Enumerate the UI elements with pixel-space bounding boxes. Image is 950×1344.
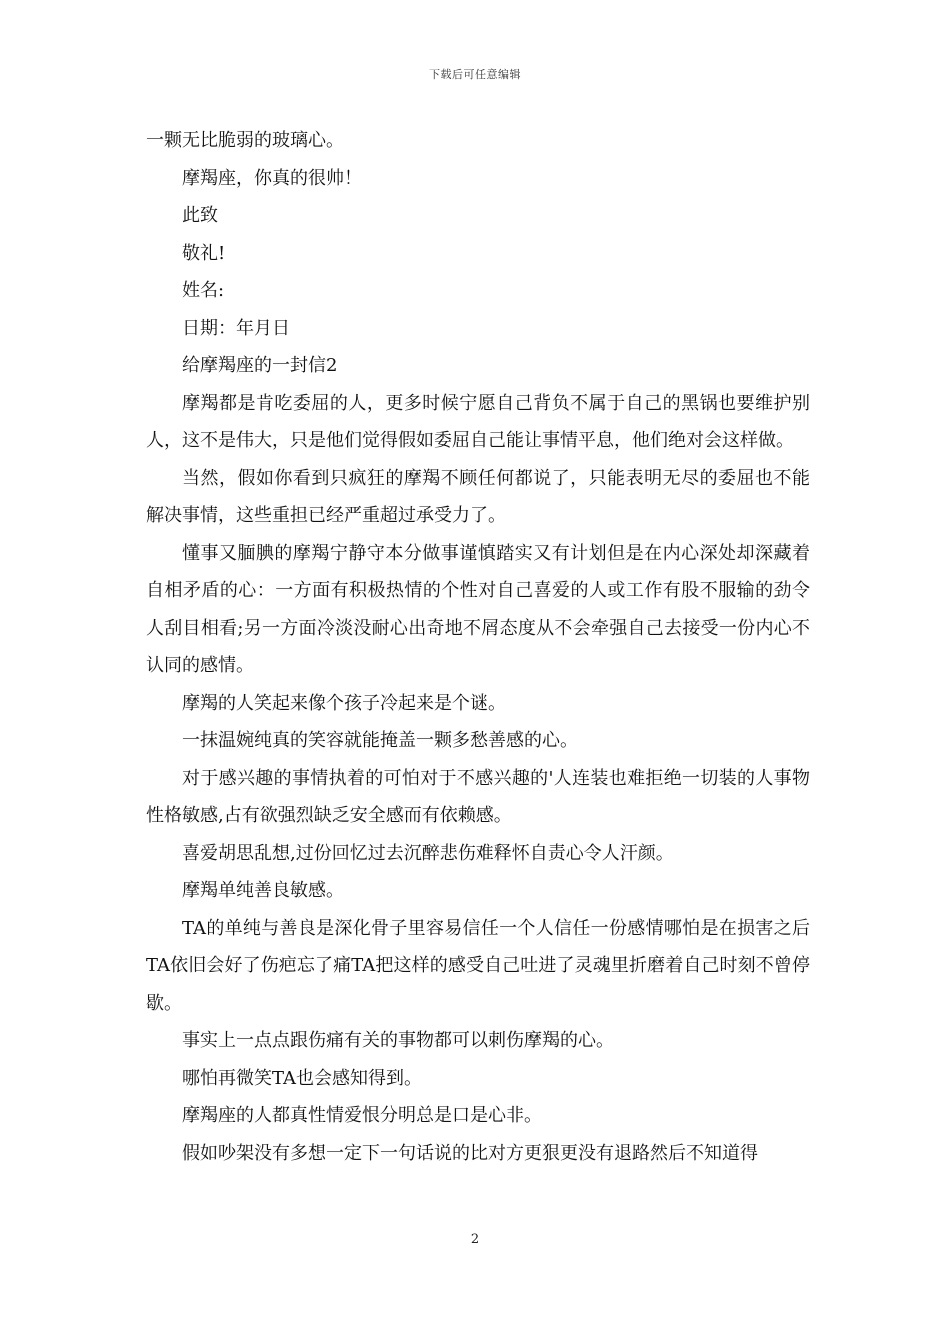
paragraph: 当然，假如你看到只疯狂的摩羯不顾任何都说了，只能表明无尽的委屈也不能解决事情，这些重担已经严重超过承受力了。 bbox=[146, 467, 810, 526]
paragraph: 日期：年月日 bbox=[182, 317, 290, 339]
paragraph: 摩羯座的人都真性情爱恨分明总是口是心非。 bbox=[182, 1105, 542, 1126]
paragraph: 对于感兴趣的事情执着的可怕对于不感兴趣的'人连装也难拒绝一切装的人事物性格敏感,占有欲强烈缺乏安全感而有依赖感。 bbox=[146, 767, 810, 826]
paragraph: 摩羯座，你真的很帅！ bbox=[182, 167, 362, 189]
page-header: 下载后可任意编辑 bbox=[429, 68, 521, 81]
paragraph: 一颗无比脆弱的玻璃心。 bbox=[146, 130, 344, 151]
paragraph: 假如吵架没有多想一定下一句话说的比对方更狠更没有退路然后不知道得 bbox=[182, 1142, 758, 1164]
paragraph: 摩羯都是肯吃委屈的人，更多时候宁愿自己背负不属于自己的黑锅也要维护别人，这不是伟大，只是他们觉得假如委屈自己能让事情平息，他们绝对会这样做。 bbox=[146, 392, 810, 451]
paragraph: 事实上一点点跟伤痛有关的事物都可以刺伤摩羯的心。 bbox=[182, 1030, 614, 1051]
paragraph: 姓名: bbox=[182, 280, 225, 301]
paragraph: TA的单纯与善良是深化骨子里容易信任一个人信任一份感情哪怕是在损害之后TA依旧会好了伤疤忘了痛TA把这样的感受自己吐进了灵魂里折磨着自己时刻不曾停歇。 bbox=[146, 917, 810, 1014]
paragraph: 摩羯的人笑起来像个孩子冷起来是个谜。 bbox=[182, 692, 506, 714]
paragraph: 哪怕再微笑TA也会感知得到。 bbox=[182, 1067, 423, 1089]
paragraph: 敬礼! bbox=[182, 242, 226, 264]
paragraph: 喜爱胡思乱想,过份回忆过去沉醉悲伤难释怀自责心令人汗颜。 bbox=[182, 842, 674, 864]
document-body bbox=[146, 122, 810, 1172]
section-title: 给摩羯座的一封信2 bbox=[182, 355, 338, 376]
paragraph: 一抹温婉纯真的笑容就能掩盖一颗多愁善感的心。 bbox=[182, 730, 578, 751]
paragraph: 摩羯单纯善良敏感。 bbox=[182, 880, 344, 901]
page-number: 2 bbox=[470, 1232, 480, 1247]
paragraph: 懂事又腼腆的摩羯宁静守本分做事谨慎踏实又有计划但是在内心深处却深藏着自相矛盾的心：一方面有积极热情的个性对自己喜爱的人或工作有股不服输的劲令人刮目相看;另一方面冷淡没耐心出奇地不屑态度从不会牵强自己去接受一份内心不认同的感情。 bbox=[146, 542, 810, 676]
paragraph: 此致 bbox=[182, 205, 218, 226]
